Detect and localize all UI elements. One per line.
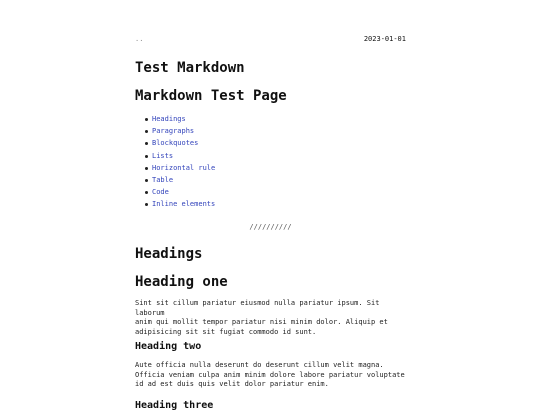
heading-one: Heading one (135, 274, 228, 290)
toc-item (152, 186, 215, 198)
heading-one-paragraph: Sint sit cillum pariatur eiusmod nulla pariatur ipsum. Sit laborum anim qui mollit tempor pariatur nisi minim dolor. Aliquip et adipisicing sit sit fugiat commodo id sunt. (135, 299, 388, 336)
toc-link-lists[interactable]: Lists (152, 151, 174, 160)
back-link[interactable]: .. (135, 35, 144, 43)
page-title: Markdown Test Page (135, 88, 287, 104)
site-title: Test Markdown (135, 60, 245, 76)
top-bar (135, 33, 406, 45)
heading-three: Heading three (135, 400, 214, 411)
toc-item (152, 125, 215, 137)
toc-link-inline-elements[interactable]: Inline elements (152, 200, 216, 209)
toc-link-table[interactable]: Table (152, 175, 174, 184)
section-separator: ////////// (249, 223, 292, 231)
toc-link-code[interactable]: Code (152, 188, 169, 197)
toc-item (152, 137, 215, 149)
toc-link-headings[interactable]: Headings (152, 115, 186, 123)
toc-item (152, 174, 215, 186)
post-date: 2023-01-01 (363, 35, 406, 43)
toc-item (152, 113, 215, 125)
heading-two-paragraph: Aute officia nulla deserunt do deserunt cillum velit magna. Officia veniam culpa anim minim dolore labore pariatur voluptate id ad est duis quis velit dolor pariatur enim. (135, 361, 405, 388)
heading-two: Heading two (135, 341, 202, 352)
toc-item (152, 162, 215, 174)
toc-item (152, 198, 215, 210)
table-of-contents (135, 113, 215, 211)
toc-link-blockquotes[interactable]: Blockquotes (152, 139, 199, 148)
toc-item (152, 150, 215, 162)
toc-link-horizontal-rule[interactable]: Horizontal rule (152, 163, 216, 172)
toc-link-paragraphs[interactable]: Paragraphs (152, 127, 195, 136)
section-heading-headings: Headings (135, 246, 203, 262)
